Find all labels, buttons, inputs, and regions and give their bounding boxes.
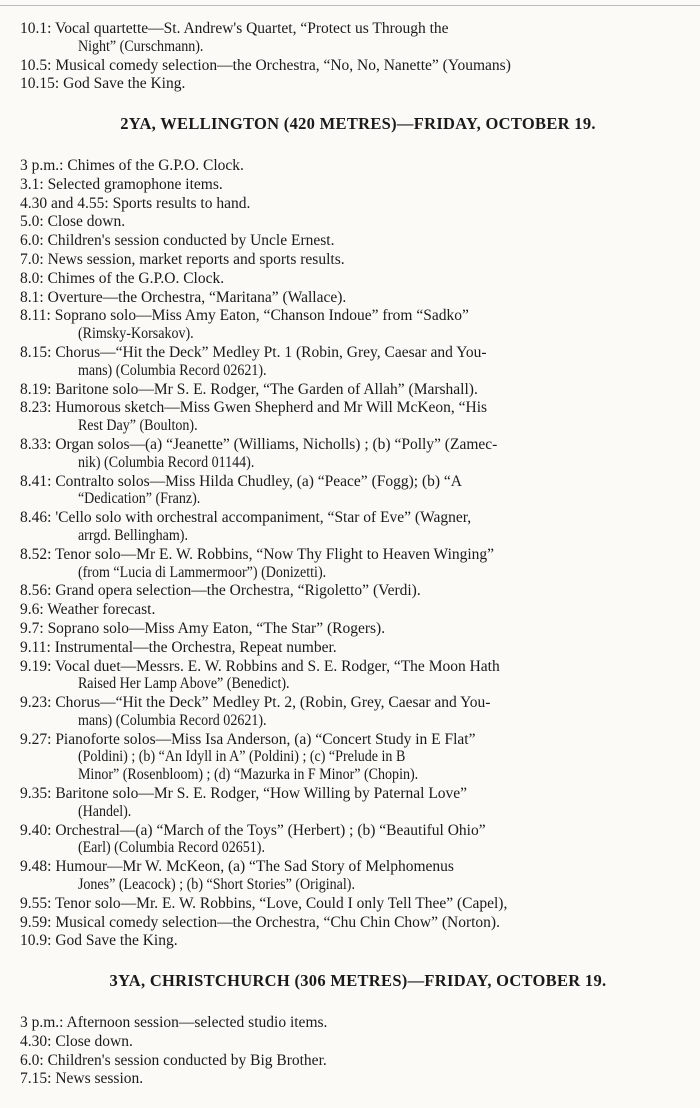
entry-time: 9.19: xyxy=(20,657,52,675)
programme-entry xyxy=(20,582,696,600)
entry-time: 7.0: xyxy=(20,250,44,268)
entry-continuation: “Dedication” (Franz). xyxy=(77,490,201,508)
entry-continuation: (Earl) (Columbia Record 02651). xyxy=(77,839,265,857)
entry-text: Overture—the Orchestra, “Maritana” (Wallace). xyxy=(47,288,347,306)
programme-entry xyxy=(20,1014,696,1032)
programme-entry xyxy=(20,436,696,472)
section-wellington xyxy=(20,157,696,950)
programme-entry xyxy=(20,251,696,269)
programme-entry xyxy=(20,344,696,380)
entry-line xyxy=(20,289,696,307)
entry-line xyxy=(20,176,696,194)
entry-line xyxy=(20,509,696,527)
programme-entry xyxy=(20,858,696,894)
entry-line xyxy=(20,731,696,749)
entry-text: Soprano solo—Miss Amy Eaton, “The Star” (Rogers). xyxy=(47,619,386,637)
entry-line xyxy=(20,1070,696,1088)
entry-line xyxy=(20,20,696,38)
programme-entry xyxy=(20,694,696,730)
entry-continuation: mans) (Columbia Record 02621). xyxy=(77,361,267,379)
entry-time: 4.30: xyxy=(20,1032,52,1050)
entry-time: 9.23: xyxy=(20,694,52,712)
entry-text: Organ solos—(a) “Jeanette” (Williams, Nicholls) ; (b) “Polly” (Zamec- xyxy=(55,435,498,453)
entry-text: Humorous sketch—Miss Gwen Shepherd and Mr Will McKeon, “His xyxy=(55,399,488,417)
entry-continuation: (Poldini) ; (b) “An Idyll in A” (Poldini) ; (c) “Prelude in B xyxy=(77,748,406,766)
entry-time: 9.55: xyxy=(20,894,52,912)
programme-entry xyxy=(20,20,696,56)
entry-continuation: arrgd. Bellingham). xyxy=(77,526,188,544)
section-previous-station xyxy=(20,20,696,93)
programme-entry xyxy=(20,785,696,821)
entry-line xyxy=(20,932,696,950)
heading-christchurch: 3YA, CHRISTCHURCH (306 METRES)—FRIDAY, OCTOBER 19. xyxy=(109,971,607,991)
entry-text: Instrumental—the Orchestra, Repeat number. xyxy=(54,638,337,656)
entry-line xyxy=(20,213,696,231)
programme-entry xyxy=(20,914,696,932)
entry-line xyxy=(20,1052,696,1070)
entry-text: Musical comedy selection—the Orchestra, “Chu Chin Chow” (Norton). xyxy=(55,913,500,931)
programme-entry xyxy=(20,895,696,913)
entry-text: Close down. xyxy=(47,213,126,231)
entry-line xyxy=(20,694,696,712)
entry-time: 8.52: xyxy=(20,545,52,563)
entry-continuation: Rest Day” (Boulton). xyxy=(77,417,198,435)
entry-line xyxy=(20,157,696,175)
programme-entry xyxy=(20,75,696,93)
programme-entry xyxy=(20,601,696,619)
entry-text: Baritone solo—Mr S. E. Rodger, “The Garden of Allah” (Marshall). xyxy=(55,380,478,398)
entry-text: Sports results to hand. xyxy=(112,194,251,212)
section-christchurch xyxy=(20,1014,696,1088)
programme-entry xyxy=(20,195,696,213)
entry-text: 'Cello solo with orchestral accompaniment, “Star of Eve” (Wagner, xyxy=(55,509,472,527)
programme-entry xyxy=(20,399,696,435)
programme-entry xyxy=(20,157,696,175)
entry-text: Afternoon session—selected studio items. xyxy=(66,1014,328,1032)
programme-entry xyxy=(20,731,696,784)
entry-text: Tenor solo—Mr. E. W. Robbins, “Love, Could I only Tell Thee” (Capel), xyxy=(55,894,508,912)
entry-time: 9.11: xyxy=(20,638,51,656)
entry-text: Humour—Mr W. McKeon, (a) “The Sad Story of Melphomenus xyxy=(55,858,454,876)
entry-time: 9.48: xyxy=(20,858,52,876)
entry-line xyxy=(20,658,696,676)
entry-line xyxy=(20,195,696,213)
entry-text: Selected gramophone items. xyxy=(47,175,223,193)
programme-entry xyxy=(20,289,696,307)
entry-line xyxy=(20,895,696,913)
entry-time: 8.46: xyxy=(20,509,52,527)
entry-line xyxy=(20,473,696,491)
entry-continuation: (Rimsky-Korsakov). xyxy=(77,325,194,343)
entry-text: God Save the King. xyxy=(55,932,178,950)
entry-time: 3 p.m.: xyxy=(20,156,64,174)
entry-continuation: (from “Lucia di Lammermoor”) (Donizetti). xyxy=(77,563,327,581)
entry-line xyxy=(20,858,696,876)
programme-entry xyxy=(20,1052,696,1070)
entry-line xyxy=(20,822,696,840)
entry-time: 10.15: xyxy=(20,75,60,93)
entry-line xyxy=(20,307,696,325)
entry-time: 8.33: xyxy=(20,435,52,453)
entry-time: 10.1: xyxy=(20,20,52,37)
entry-time: 9.6: xyxy=(20,601,44,619)
programme-entry xyxy=(20,1070,696,1088)
programme-entry xyxy=(20,639,696,657)
programme-entry xyxy=(20,473,696,509)
entry-text: Pianoforte solos—Miss Isa Anderson, (a) “Concert Study in E Flat” xyxy=(55,730,476,748)
entry-time: 9.35: xyxy=(20,785,52,803)
entry-text: Chimes of the G.P.O. Clock. xyxy=(67,156,244,174)
entry-line xyxy=(20,436,696,454)
entry-time: 9.40: xyxy=(20,821,52,839)
programme-entry xyxy=(20,176,696,194)
entry-text: Contralto solos—Miss Hilda Chudley, (a) “Peace” (Fogg); (b) “A xyxy=(55,472,462,490)
programme-entry xyxy=(20,822,696,858)
programme-entry xyxy=(20,270,696,288)
entry-time: 5.0: xyxy=(20,213,44,231)
programme-entry xyxy=(20,381,696,399)
entry-line xyxy=(20,639,696,657)
entry-continuation: Night” (Curschmann). xyxy=(77,37,204,55)
entry-line xyxy=(20,546,696,564)
entry-line xyxy=(20,381,696,399)
programme-entry xyxy=(20,213,696,231)
entry-time: 6.0: xyxy=(20,1051,44,1069)
programme-entry xyxy=(20,1033,696,1051)
entry-continuation: Minor” (Rosenbloom) ; (d) “Mazurka in F Minor” (Chopin). xyxy=(77,766,419,784)
entry-time: 4.30 and 4.55: xyxy=(20,194,109,212)
entry-text: Children's session conducted by Big Brother. xyxy=(47,1051,327,1069)
programme-entry xyxy=(20,932,696,950)
top-rule xyxy=(0,5,700,6)
programme-entry xyxy=(20,307,696,343)
entry-line xyxy=(20,1033,696,1051)
entry-time: 9.7: xyxy=(20,619,44,637)
entry-line xyxy=(20,1014,696,1032)
programme-entry xyxy=(20,509,696,545)
entry-time: 8.1: xyxy=(20,288,44,306)
entry-line xyxy=(20,251,696,269)
entry-time: 6.0: xyxy=(20,232,44,250)
entry-text: News session. xyxy=(55,1070,144,1088)
programme-entry xyxy=(20,658,696,694)
entry-text: Chorus—“Hit the Deck” Medley Pt. 1 (Robin, Grey, Caesar and You- xyxy=(55,343,487,361)
entry-time: 8.11: xyxy=(20,307,51,325)
entry-continuation: mans) (Columbia Record 02621). xyxy=(77,711,267,729)
entry-text: Children's session conducted by Uncle Ernest. xyxy=(47,232,335,250)
entry-continuation: Raised Her Lamp Above” (Benedict). xyxy=(77,675,290,693)
entry-time: 3.1: xyxy=(20,175,44,193)
entry-text: Chorus—“Hit the Deck” Medley Pt. 2, (Robin, Grey, Caesar and You- xyxy=(55,694,491,712)
entry-time: 8.41: xyxy=(20,472,52,490)
entry-line xyxy=(20,344,696,362)
entry-time: 7.15: xyxy=(20,1070,52,1088)
entry-text: Tenor solo—Mr E. W. Robbins, “Now Thy Flight to Heaven Winging” xyxy=(55,545,495,563)
entry-text: Soprano solo—Miss Amy Eaton, “Chanson Indoue” from “Sadko” xyxy=(54,307,469,325)
entry-time: 8.56: xyxy=(20,582,52,600)
entry-text: Vocal duet—Messrs. E. W. Robbins and S. E. Rodger, “The Moon Hath xyxy=(55,657,500,675)
entry-time: 3 p.m.: xyxy=(20,1014,64,1032)
entry-line xyxy=(20,785,696,803)
entry-text: Musical comedy selection—the Orchestra, “No, No, Nanette” (Youmans) xyxy=(55,56,511,74)
programme-entry xyxy=(20,57,696,75)
programme-entry xyxy=(20,546,696,582)
entry-time: 8.23: xyxy=(20,399,52,417)
programme-page xyxy=(20,20,696,1089)
entry-time: 10.9: xyxy=(20,932,52,950)
entry-text: Chimes of the G.P.O. Clock. xyxy=(47,269,225,287)
programme-entry xyxy=(20,232,696,250)
entry-text: Weather forecast. xyxy=(47,601,156,619)
entry-line xyxy=(20,582,696,600)
entry-time: 8.15: xyxy=(20,343,52,361)
entry-continuation: (Handel). xyxy=(77,802,132,820)
entry-line xyxy=(20,399,696,417)
entry-text: Baritone solo—Mr S. E. Rodger, “How Willing by Paternal Love” xyxy=(55,785,468,803)
programme-entry xyxy=(20,620,696,638)
entry-time: 9.27: xyxy=(20,730,52,748)
entry-text: News session, market reports and sports results. xyxy=(47,250,345,268)
entry-line xyxy=(20,57,696,75)
heading-wellington: 2YA, WELLINGTON (420 METRES)—FRIDAY, OCTOBER 19. xyxy=(120,114,596,134)
entry-line xyxy=(20,601,696,619)
entry-continuation: nik) (Columbia Record 01144). xyxy=(77,453,255,471)
entry-text: God Save the King. xyxy=(63,75,186,93)
entry-text: Grand opera selection—the Orchestra, “Rigoletto” (Verdi). xyxy=(55,582,421,600)
entry-time: 9.59: xyxy=(20,913,52,931)
entry-line xyxy=(20,620,696,638)
entry-line xyxy=(20,75,696,93)
entry-line xyxy=(20,914,696,932)
entry-line xyxy=(20,232,696,250)
entry-continuation: Jones” (Leacock) ; (b) “Short Stories” (Original). xyxy=(77,876,355,894)
entry-time: 10.5: xyxy=(20,56,52,74)
entry-text: Close down. xyxy=(55,1032,133,1050)
entry-text: Orchestral—(a) “March of the Toys” (Herbert) ; (b) “Beautiful Ohio” xyxy=(55,821,486,839)
entry-time: 8.0: xyxy=(20,269,44,287)
entry-time: 8.19: xyxy=(20,380,52,398)
entry-text: Vocal quartette—St. Andrew's Quartet, “Protect us Through the xyxy=(55,20,449,37)
entry-line xyxy=(20,270,696,288)
